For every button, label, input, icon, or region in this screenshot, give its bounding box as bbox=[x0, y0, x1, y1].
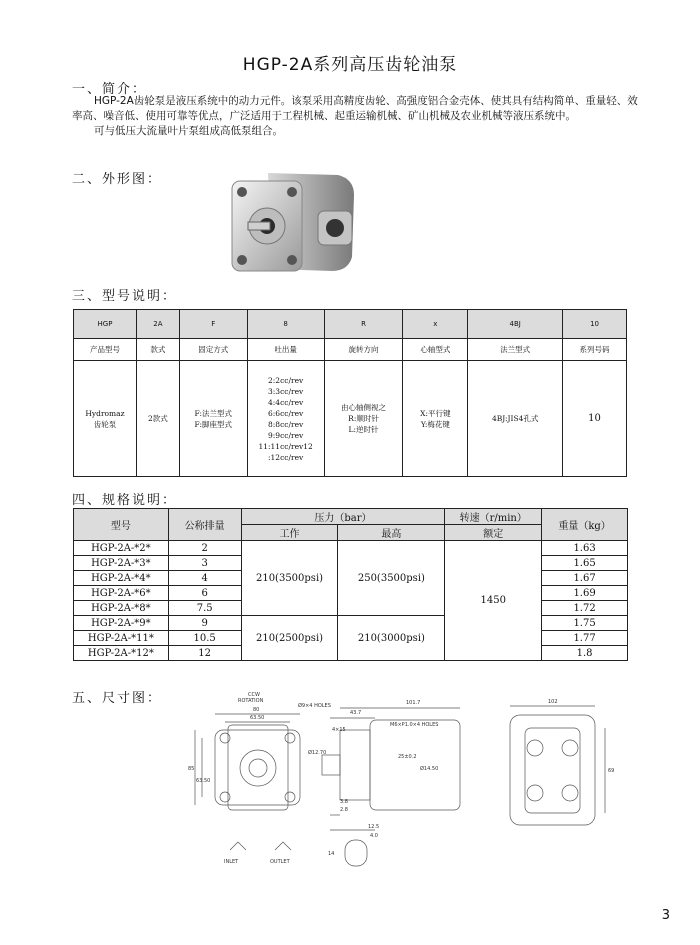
code-cell: 4BJ bbox=[468, 310, 563, 339]
model-code-row bbox=[74, 310, 627, 339]
table-row: HGP-2A-*2* 2 210(3500psi) 250(3500psi) 1450 1.63 bbox=[74, 541, 628, 556]
code-cell: 2A bbox=[136, 310, 179, 339]
dimension-drawing bbox=[180, 690, 620, 880]
header-rated: 额定 bbox=[445, 525, 542, 541]
label-cell: 款式 bbox=[136, 339, 179, 361]
code-cell: x bbox=[403, 310, 468, 339]
table-row: HGP-2A-*6* 6 1.69 bbox=[74, 586, 628, 601]
dim-38: 3.8 bbox=[340, 799, 348, 805]
inlet-label: INLET bbox=[224, 859, 239, 865]
holes-label: Ø9×4 HOLES bbox=[298, 703, 331, 709]
detail-shaft: X:平行键 Y:梅花键 bbox=[403, 361, 468, 477]
max-pressure-1: 250(3500psi) bbox=[338, 541, 445, 616]
model-label-row bbox=[74, 339, 627, 361]
header-pressure: 压力（bar） bbox=[241, 509, 445, 525]
dim-1017: 101.7 bbox=[406, 700, 421, 706]
label-cell: 吐出量 bbox=[247, 339, 324, 361]
dim-40: 4.0 bbox=[370, 833, 378, 839]
dim-1450: Ø14.50 bbox=[420, 766, 439, 772]
detail-rotation: 由心轴侧视之 R:顺时针 L:逆时针 bbox=[324, 361, 403, 477]
intro-paragraph-1: HGP-2A齿轮泵是液压系统中的动力元件。该泵采用高精度齿轮、高强度铝合金壳体、使其具有结构简单、重量轻、效率高、噪音低、使用可靠等优点，广泛适用于工程机械、起重运输机械、矿山机械及农业机械等液压系统中。 bbox=[72, 95, 638, 122]
page-title: HGP-2A系列高压齿轮油泵 bbox=[242, 55, 458, 75]
front-view bbox=[195, 714, 300, 850]
detail-series: 10 bbox=[563, 361, 627, 477]
header-work: 工作 bbox=[241, 525, 338, 541]
dim-125: 12.5 bbox=[368, 824, 380, 830]
page-number: 3 bbox=[661, 908, 670, 923]
code-cell: 8 bbox=[247, 310, 324, 339]
dim-85: 85 bbox=[188, 766, 195, 772]
spec-table bbox=[73, 508, 628, 661]
code-cell: 10 bbox=[563, 310, 627, 339]
model-code-table bbox=[73, 309, 627, 477]
pump-photo bbox=[228, 165, 363, 280]
code-cell: F bbox=[179, 310, 247, 339]
label-cell: 旋转方向 bbox=[324, 339, 403, 361]
header-model: 型号 bbox=[74, 509, 169, 541]
max-pressure-2: 210(3000psi) bbox=[338, 616, 445, 661]
spec-heading: 四、规格说明： bbox=[72, 493, 178, 508]
rated-speed: 1450 bbox=[445, 541, 542, 661]
detail-style: 2款式 bbox=[136, 361, 179, 477]
detail-flange: 4BJ:JIS4孔式 bbox=[468, 361, 563, 477]
rotation-label: ROTATION bbox=[238, 698, 264, 704]
label-cell: 产品型号 bbox=[74, 339, 137, 361]
work-pressure-1: 210(3500psi) bbox=[241, 541, 338, 616]
dim-415: 4×15 bbox=[332, 727, 346, 733]
dim-80: 80 bbox=[253, 707, 260, 713]
detail-displacement: 2:2cc/rev 3:3cc/rev 4:4cc/rev 6:6cc/rev 8:8cc/rev 9:9cc/rev 11:11cc/rev12 :12cc/rev bbox=[247, 361, 324, 477]
header-max: 最高 bbox=[338, 525, 445, 541]
table-row: HGP-2A-*4* 4 1.67 bbox=[74, 571, 628, 586]
detail-product: Hydromaz 齿轮泵 bbox=[74, 361, 137, 477]
appearance-heading: 二、外形图： bbox=[72, 172, 163, 187]
code-cell: HGP bbox=[74, 310, 137, 339]
header-displacement: 公称排量 bbox=[168, 509, 241, 541]
dim-69: 69 bbox=[608, 768, 615, 774]
work-pressure-2: 210(2500psi) bbox=[241, 616, 338, 661]
dims-heading: 五、尺寸图： bbox=[72, 691, 163, 706]
ccw-label: CCW bbox=[248, 692, 260, 698]
model-detail-row bbox=[74, 361, 627, 477]
dim-6350-v: 63.50 bbox=[196, 778, 211, 784]
table-row: HGP-2A-*8* 7.5 1.72 bbox=[74, 601, 628, 616]
table-row: HGP-2A-*3* 3 1.65 bbox=[74, 556, 628, 571]
intro-paragraph-2: 可与低压大流量叶片泵组成高低泵组合。 bbox=[94, 125, 283, 137]
dim-127: Ø12.70 bbox=[308, 750, 327, 756]
header-weight: 重量（kg） bbox=[542, 509, 628, 541]
table-row: HGP-2A-*12* 12 1.8 bbox=[74, 646, 628, 661]
model-heading: 三、型号说明： bbox=[72, 289, 178, 304]
detail-mount: F:法兰型式 F:脚座型式 bbox=[179, 361, 247, 477]
table-row: HGP-2A-*11* 10.5 1.77 bbox=[74, 631, 628, 646]
dim-437: 43.7 bbox=[350, 710, 362, 716]
table-row: HGP-2A-*9* 9 210(2500psi) 210(3000psi) 1.75 bbox=[74, 616, 628, 631]
rear-view bbox=[510, 706, 605, 825]
label-cell: 系列号码 bbox=[563, 339, 627, 361]
dim-102: 102 bbox=[548, 699, 558, 705]
dim-255: 25±0.2 bbox=[398, 754, 417, 760]
label-cell: 法兰型式 bbox=[468, 339, 563, 361]
header-speed: 转速（r/min） bbox=[445, 509, 542, 525]
m6-label: M6×P1.0×4 HOLES bbox=[390, 722, 439, 728]
label-cell: 心轴型式 bbox=[403, 339, 468, 361]
intro-heading: 一、简介： bbox=[72, 82, 148, 97]
dim-28: 2.8 bbox=[340, 807, 348, 813]
label-cell: 固定方式 bbox=[179, 339, 247, 361]
dim-6350: 63.50 bbox=[250, 715, 265, 721]
intro-text bbox=[72, 94, 642, 139]
outlet-label: OUTLET bbox=[270, 859, 290, 865]
dim-14: 14 bbox=[328, 851, 335, 857]
code-cell: R bbox=[324, 310, 403, 339]
